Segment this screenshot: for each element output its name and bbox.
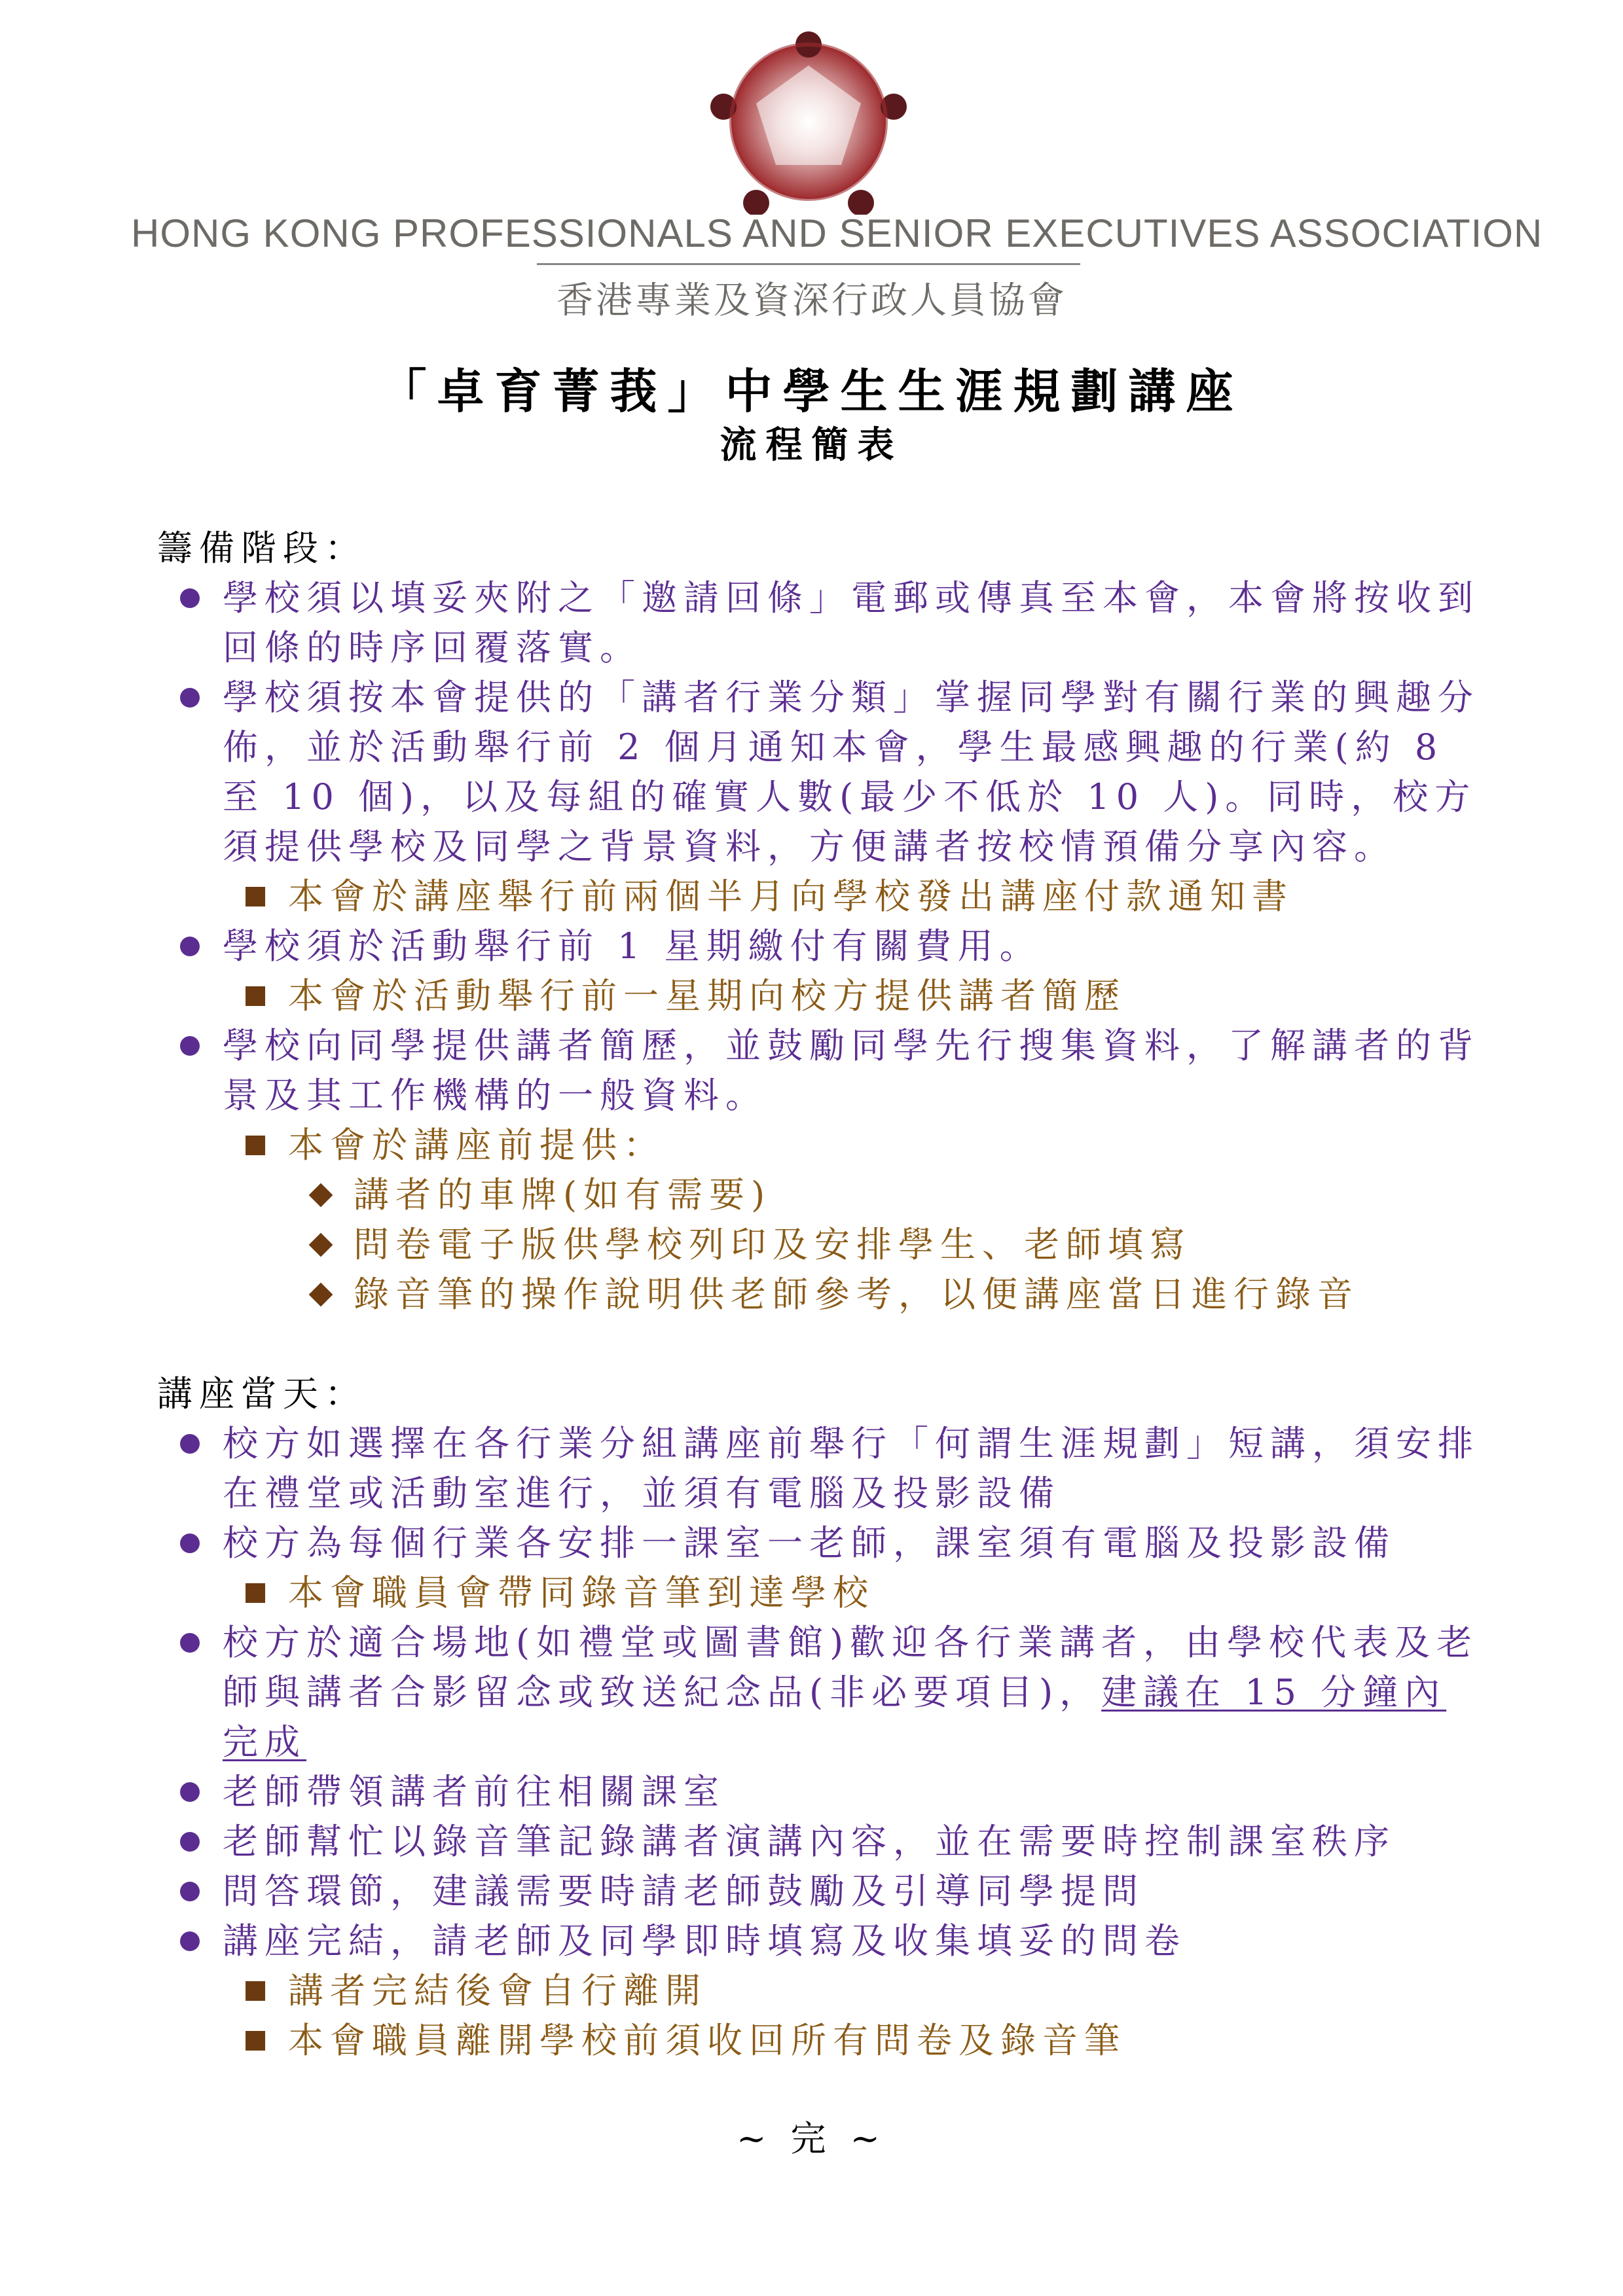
list-subitem: 本會於講座舉行前兩個半月向學校發出講座付款通知書 [157, 872, 1480, 922]
list-subitem: 講者完結後會自行離開 [157, 1966, 1480, 2016]
bullet-dot-icon [157, 1021, 223, 1071]
header-divider [537, 263, 1080, 265]
bullet-dot-icon [157, 1618, 223, 1668]
bullet-square-icon [223, 2016, 288, 2066]
bullet-dot-icon [157, 1419, 223, 1469]
end-mark: ~ 完 ~ [737, 2118, 886, 2159]
list-item: 老師幫忙以錄音筆記錄講者演講內容，並在需要時控制課室秩序 [157, 1817, 1480, 1867]
section-heading-prep: 籌備階段： [157, 528, 367, 569]
list-item: 學校須按本會提供的「講者行業分類」掌握同學對有關行業的興趣分佈，並於活動舉行前 2 個月通知本會，學生最感興趣的行業(約 8 至 10 個)，以及每組的確實人數(最少不低於 10 人)。同時，校方須提供學校及同學之背景資料，方便講者按校情預備分享內容。 [157, 673, 1480, 872]
bullet-square-icon [223, 1121, 288, 1170]
item-text: 校方於適合場地(如禮堂或圖書館)歡迎各行業講者，由學校代表及老師與講者合影留念或致送紀念品(非必要項目)， [223, 1622, 1479, 1713]
list-item: 問答環節，建議需要時請老師鼓勵及引導同學提問 [157, 1867, 1480, 1916]
section-heading-day: 講座當天： [157, 1373, 367, 1414]
list-item [157, 1618, 1480, 1767]
bullet-dot-icon [157, 1817, 223, 1867]
bullet-square-icon [223, 1966, 288, 2016]
list-subitem: 本會於活動舉行前一星期向校方提供講者簡歷 [157, 971, 1480, 1021]
bullet-dot-icon [157, 1867, 223, 1916]
list-subitem: 本會職員會帶同錄音筆到達學校 [157, 1568, 1480, 1618]
list-item: 講座完結，請老師及同學即時填寫及收集填妥的問卷 [157, 1916, 1480, 1966]
document-title: 「卓育菁莪」中學生生涯規劃講座 [379, 363, 1244, 419]
list-subitem: 本會職員離開學校前須收回所有問卷及錄音筆 [157, 2016, 1480, 2066]
underlined-recommendation: 建議在 15 分鐘內完成 [223, 1672, 1447, 1763]
list-subitem: 本會於講座前提供： [157, 1121, 1480, 1170]
list-item: 學校須於活動舉行前 1 星期繳付有關費用。 [157, 922, 1480, 971]
organization-name-chinese: 香港專業及資深行政人員協會 [556, 279, 1067, 322]
bullet-diamond-icon [288, 1220, 354, 1270]
bullet-dot-icon [157, 673, 223, 723]
bullet-square-icon [223, 872, 288, 922]
list-item: 校方如選擇在各行業分組講座前舉行「何謂生涯規劃」短講，須安排在禮堂或活動室進行，並須有電腦及投影設備 [157, 1419, 1480, 1518]
list-item: 老師帶領講者前往相關課室 [157, 1767, 1480, 1817]
bullet-square-icon [223, 1568, 288, 1618]
list-item: 學校向同學提供講者簡歷，並鼓勵同學先行搜集資料，了解講者的背景及其工作機構的一般資料。 [157, 1021, 1480, 1121]
bullet-dot-icon [157, 1916, 223, 1966]
document-body [157, 524, 1480, 2066]
bullet-dot-icon [157, 1518, 223, 1568]
bullet-diamond-icon [288, 1270, 354, 1319]
document-subtitle: 流程簡表 [720, 423, 903, 467]
list-subsubitem: 講者的車牌(如有需要) [157, 1170, 1480, 1220]
bullet-dot-icon [157, 1767, 223, 1817]
bullet-dot-icon [157, 573, 223, 623]
bullet-square-icon [223, 971, 288, 1021]
pentagon-people-logo-icon [697, 25, 920, 215]
bullet-diamond-icon [288, 1170, 354, 1220]
list-item: 學校須以填妥夾附之「邀請回條」電郵或傳真至本會，本會將按收到回條的時序回覆落實。 [157, 573, 1480, 673]
organization-name-english: HONG KONG PROFESSIONALS AND SENIOR EXECUTIVES ASSOCIATION [131, 211, 1543, 255]
bullet-dot-icon [157, 922, 223, 971]
list-item: 校方為每個行業各安排一課室一老師，課室須有電腦及投影設備 [157, 1518, 1480, 1568]
list-subsubitem: 問卷電子版供學校列印及安排學生、老師填寫 [157, 1220, 1480, 1270]
list-subsubitem: 錄音筆的操作說明供老師參考，以便講座當日進行錄音 [157, 1270, 1480, 1319]
